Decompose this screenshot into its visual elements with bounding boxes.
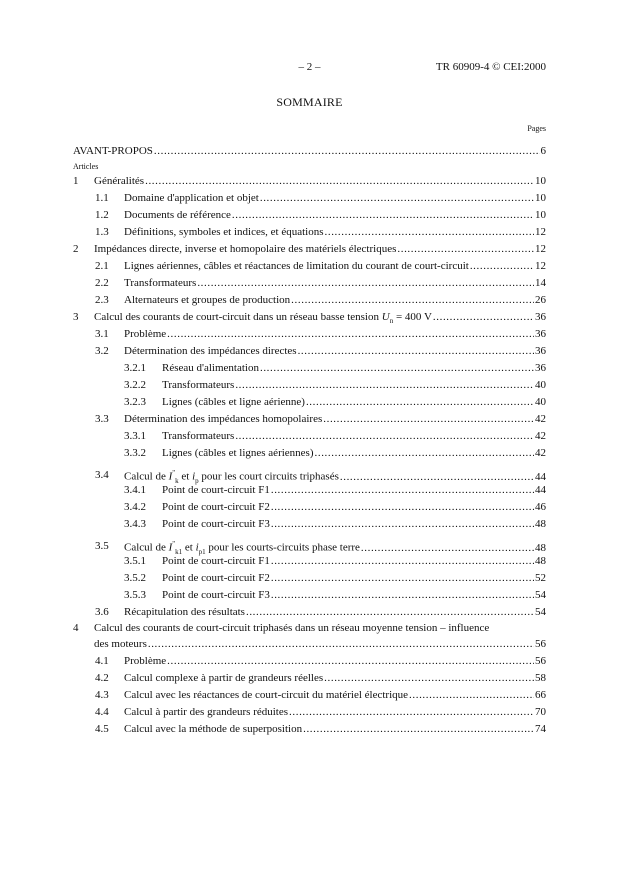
toc-entry-1-3[interactable] (73, 224, 546, 241)
toc-entry-3-4[interactable] (73, 462, 546, 485)
dot-leader (323, 411, 534, 428)
dot-leader (167, 326, 534, 343)
toc-entry-4-2[interactable] (73, 670, 546, 687)
toc-entry-page: 48 (535, 541, 546, 554)
toc-entry-3-2-2[interactable] (73, 377, 546, 394)
page-title: SOMMAIRE (276, 95, 343, 109)
toc-entry-3-4-2[interactable] (73, 499, 546, 516)
toc-entry-page: 42 (535, 430, 546, 442)
peak-current-symbol: i (195, 541, 199, 554)
dot-leader (235, 377, 534, 394)
toc-entry-number: 3.2.1 (124, 362, 146, 374)
toc-entry-3-1[interactable] (73, 326, 546, 343)
toc-entry-text: Alternateurs et groupes de production (124, 294, 291, 306)
toc-entry-page: 10 (535, 192, 546, 204)
toc-entry-3-5-3[interactable] (73, 587, 546, 604)
dot-leader (306, 394, 534, 411)
toc-entry-text: Transformateurs (162, 430, 235, 442)
toc-entry-text: Point de court-circuit F1 (162, 555, 270, 567)
toc-entry-number: 3.2.2 (124, 379, 146, 391)
toc-entry-number: 3.4.2 (124, 501, 146, 513)
toc-entry-text: Lignes aériennes, câbles et réactances de limitation du courant de court-circuit (124, 260, 469, 272)
toc-entry-text: Calcul des courants de court-circuit triphasés dans un réseau moyenne tension – influence (94, 622, 490, 634)
toc-entry-4-line1[interactable] (73, 621, 546, 636)
toc-entry-text: AVANT-PROPOS (73, 145, 153, 157)
table-of-contents (73, 143, 546, 738)
toc-entry-number: 2 (73, 243, 79, 255)
toc-entry-1[interactable] (73, 173, 546, 190)
toc-entry-text: Domaine d'application et objet (124, 192, 259, 204)
dot-leader (145, 173, 534, 190)
toc-entry-page: 70 (535, 706, 546, 718)
toc-entry-page: 26 (535, 294, 546, 306)
toc-entry-number: 4.5 (95, 723, 109, 735)
toc-entry-3-2[interactable] (73, 343, 546, 360)
toc-entry-number: 3.5.1 (124, 555, 146, 567)
toc-entry-number: 4.3 (95, 689, 109, 701)
toc-entry-text: Transformateurs (162, 379, 235, 391)
toc-entry-text: Point de court-circuit F3 (162, 518, 270, 530)
toc-entry-3-5[interactable] (73, 533, 546, 556)
toc-entry-text: Lignes (câbles et lignes aériennes) (162, 447, 314, 459)
toc-entry-page: 66 (535, 689, 546, 701)
dot-leader (197, 275, 534, 292)
toc-entry-3-5-2[interactable] (73, 570, 546, 587)
toc-entry-avant-propos[interactable] (73, 143, 546, 160)
toc-entry-number: 2.1 (95, 260, 109, 272)
dot-leader (271, 553, 534, 570)
toc-entry-page: 44 (535, 484, 546, 496)
dot-leader (271, 587, 534, 604)
dot-leader (289, 704, 534, 721)
toc-entry-text: Impédances directe, inverse et homopolaire des matériels électriques (94, 243, 397, 255)
toc-entry-number: 3.3.2 (124, 447, 146, 459)
toc-entry-number: 3.3.1 (124, 430, 146, 442)
toc-entry-page: 56 (535, 638, 546, 650)
toc-entry-4-3[interactable] (73, 687, 546, 704)
toc-entry-page: 42 (535, 413, 546, 425)
toc-entry-text-continued: des moteurs (94, 638, 147, 650)
toc-entry-number: 3.4.3 (124, 518, 146, 530)
dot-leader (260, 190, 534, 207)
toc-entry-text: Lignes (câbles et ligne aérienne) (162, 396, 305, 408)
dot-leader (397, 241, 534, 258)
toc-entry-text: Point de court-circuit F2 (162, 501, 270, 513)
toc-entry-page: 40 (535, 379, 546, 391)
toc-entry-page: 36 (535, 362, 546, 374)
toc-entry-number: 4.4 (95, 706, 109, 718)
toc-entry-page: 12 (535, 226, 546, 238)
toc-entry-2-1[interactable] (73, 258, 546, 275)
toc-entry-page: 36 (535, 311, 546, 323)
toc-entry-text: Point de court-circuit F2 (162, 572, 270, 584)
toc-entry-number: 3.4 (95, 469, 109, 481)
toc-entry-page: 54 (535, 606, 546, 618)
toc-entry-page: 44 (535, 470, 546, 483)
toc-entry-number: 4.2 (95, 672, 109, 684)
toc-entry-2-3[interactable] (73, 292, 546, 309)
toc-entry-number: 3.6 (95, 606, 109, 618)
toc-entry-page: 36 (535, 345, 546, 357)
toc-entry-number: 3.2 (95, 345, 109, 357)
toc-entry-3-4-3[interactable] (73, 516, 546, 533)
dot-leader (232, 207, 534, 224)
toc-entry-page: 6 (540, 145, 546, 157)
dot-leader (148, 636, 534, 653)
toc-entry-text: Calcul de $I^"_{k1}$ et $i_{p1}$ pour les courts-circuits phase terre (124, 540, 360, 556)
dot-leader (470, 258, 534, 275)
toc-entry-number: 1.2 (95, 209, 109, 221)
dot-leader (324, 670, 534, 687)
toc-entry-3-6[interactable] (73, 604, 546, 621)
toc-entry-1-1[interactable] (73, 190, 546, 207)
toc-entry-number: 3.5.3 (124, 589, 146, 601)
toc-entry-number: 1.1 (95, 192, 109, 204)
toc-entry-text: Détermination des impédances homopolaires (124, 413, 323, 425)
toc-entry-number: 3 (73, 311, 79, 323)
toc-entry-text: Calcul à partir des grandeurs réduites (124, 706, 289, 718)
dot-leader (271, 516, 534, 533)
dot-leader (154, 143, 540, 160)
dot-leader (325, 224, 535, 241)
toc-entry-3-2-3[interactable] (73, 394, 546, 411)
toc-entry-3-2-1[interactable] (73, 360, 546, 377)
dot-leader (260, 360, 534, 377)
toc-entry-page: 12 (535, 260, 546, 272)
toc-entry-page: 58 (535, 672, 546, 684)
toc-entry-3-3[interactable] (73, 411, 546, 428)
dot-leader (271, 570, 534, 587)
toc-entry-number: 2.2 (95, 277, 109, 289)
toc-entry-number: 3.4.1 (124, 484, 146, 496)
toc-entry-page: 52 (535, 572, 546, 584)
toc-entry-4-1[interactable] (73, 653, 546, 670)
dot-leader (235, 428, 534, 445)
dot-leader (167, 653, 534, 670)
toc-entry-page: 12 (535, 243, 546, 255)
dot-leader (315, 445, 535, 462)
toc-entry-1-2[interactable] (73, 207, 546, 224)
toc-entry-4-5[interactable] (73, 721, 546, 738)
toc-entry-text: Calcul de $I^"_k$ et $i_p$ pour les court circuits triphasés (124, 469, 339, 485)
toc-entry-text: Détermination des impédances directes (124, 345, 297, 357)
dot-leader (303, 721, 534, 738)
toc-entry-page: 48 (535, 555, 546, 567)
toc-entry-text: Récapitulation des résultats (124, 606, 245, 618)
dot-leader (271, 499, 534, 516)
toc-entry-number: 3.2.3 (124, 396, 146, 408)
toc-entry-page: 36 (535, 328, 546, 340)
toc-entry-page: 46 (535, 501, 546, 513)
toc-entry-text: Calcul avec la méthode de superposition (124, 723, 303, 735)
document-reference: TR 60909-4 © CEI:2000 (435, 61, 546, 73)
toc-entry-number: 3.5.2 (124, 572, 146, 584)
voltage-symbol: U (381, 311, 390, 323)
toc-entry-text: Calcul complexe à partir de grandeurs réelles (124, 672, 324, 684)
toc-entry-text: Problème (124, 328, 167, 340)
dot-leader (433, 309, 534, 326)
dot-leader (291, 292, 534, 309)
toc-entry-page: 14 (535, 277, 546, 289)
toc-entry-text: Problème (124, 655, 167, 667)
toc-entry-3-5-1[interactable] (73, 553, 546, 570)
toc-entry-number: 4.1 (95, 655, 109, 667)
toc-entry-page: 74 (535, 723, 546, 735)
dot-leader (246, 604, 534, 621)
toc-entry-3-3-1[interactable] (73, 428, 546, 445)
toc-entry-page: 56 (535, 655, 546, 667)
toc-entry-number: 3.5 (95, 540, 109, 552)
toc-entry-page: 10 (535, 209, 546, 221)
toc-entry-text: Réseau d'alimentation (162, 362, 259, 374)
toc-entry-number: 3.3 (95, 413, 109, 425)
toc-entry-text: Calcul des courants de court-circuit dans un réseau basse tension $U_n = 400$ V (94, 311, 432, 326)
toc-entry-4-4[interactable] (73, 704, 546, 721)
toc-entry-page: 40 (535, 396, 546, 408)
dot-leader (409, 687, 534, 704)
toc-entry-number: 1.3 (95, 226, 109, 238)
toc-entry-page: 42 (535, 447, 546, 459)
toc-entry-text: Point de court-circuit F1 (162, 484, 270, 496)
toc-entry-text: Documents de référence (124, 209, 231, 221)
toc-entry-number: 3.1 (95, 328, 109, 340)
toc-entry-page: 54 (535, 589, 546, 601)
page-number: – 2 – (298, 61, 321, 73)
toc-entry-3[interactable] (73, 309, 546, 326)
dot-leader (271, 482, 534, 499)
toc-entry-2-2[interactable] (73, 275, 546, 292)
toc-entry-text: Transformateurs (124, 277, 197, 289)
dot-leader (298, 343, 534, 360)
toc-entry-text: Calcul avec les réactances de court-circuit du matériel électrique (124, 689, 409, 701)
current-symbol: I (168, 541, 173, 554)
peak-current-symbol: i (192, 470, 196, 483)
toc-entry-number: 4 (73, 622, 79, 634)
toc-entry-number: 1 (73, 175, 79, 187)
toc-entry-3-3-2[interactable] (73, 445, 546, 462)
toc-entry-number: 2.3 (95, 294, 109, 306)
toc-entry-2[interactable] (73, 241, 546, 258)
current-symbol: I (168, 470, 173, 483)
toc-entry-text: Définitions, symboles et indices, et équations (124, 226, 324, 238)
toc-entry-4-line2[interactable] (73, 636, 546, 653)
pages-column-label: Pages (527, 124, 546, 133)
toc-entry-page: 48 (535, 518, 546, 530)
toc-entry-text: Généralités (94, 175, 145, 187)
toc-entry-text: Point de court-circuit F3 (162, 589, 270, 601)
articles-label: Articles (73, 162, 99, 171)
toc-entry-3-4-1[interactable] (73, 482, 546, 499)
toc-entry-page: 10 (535, 175, 546, 187)
